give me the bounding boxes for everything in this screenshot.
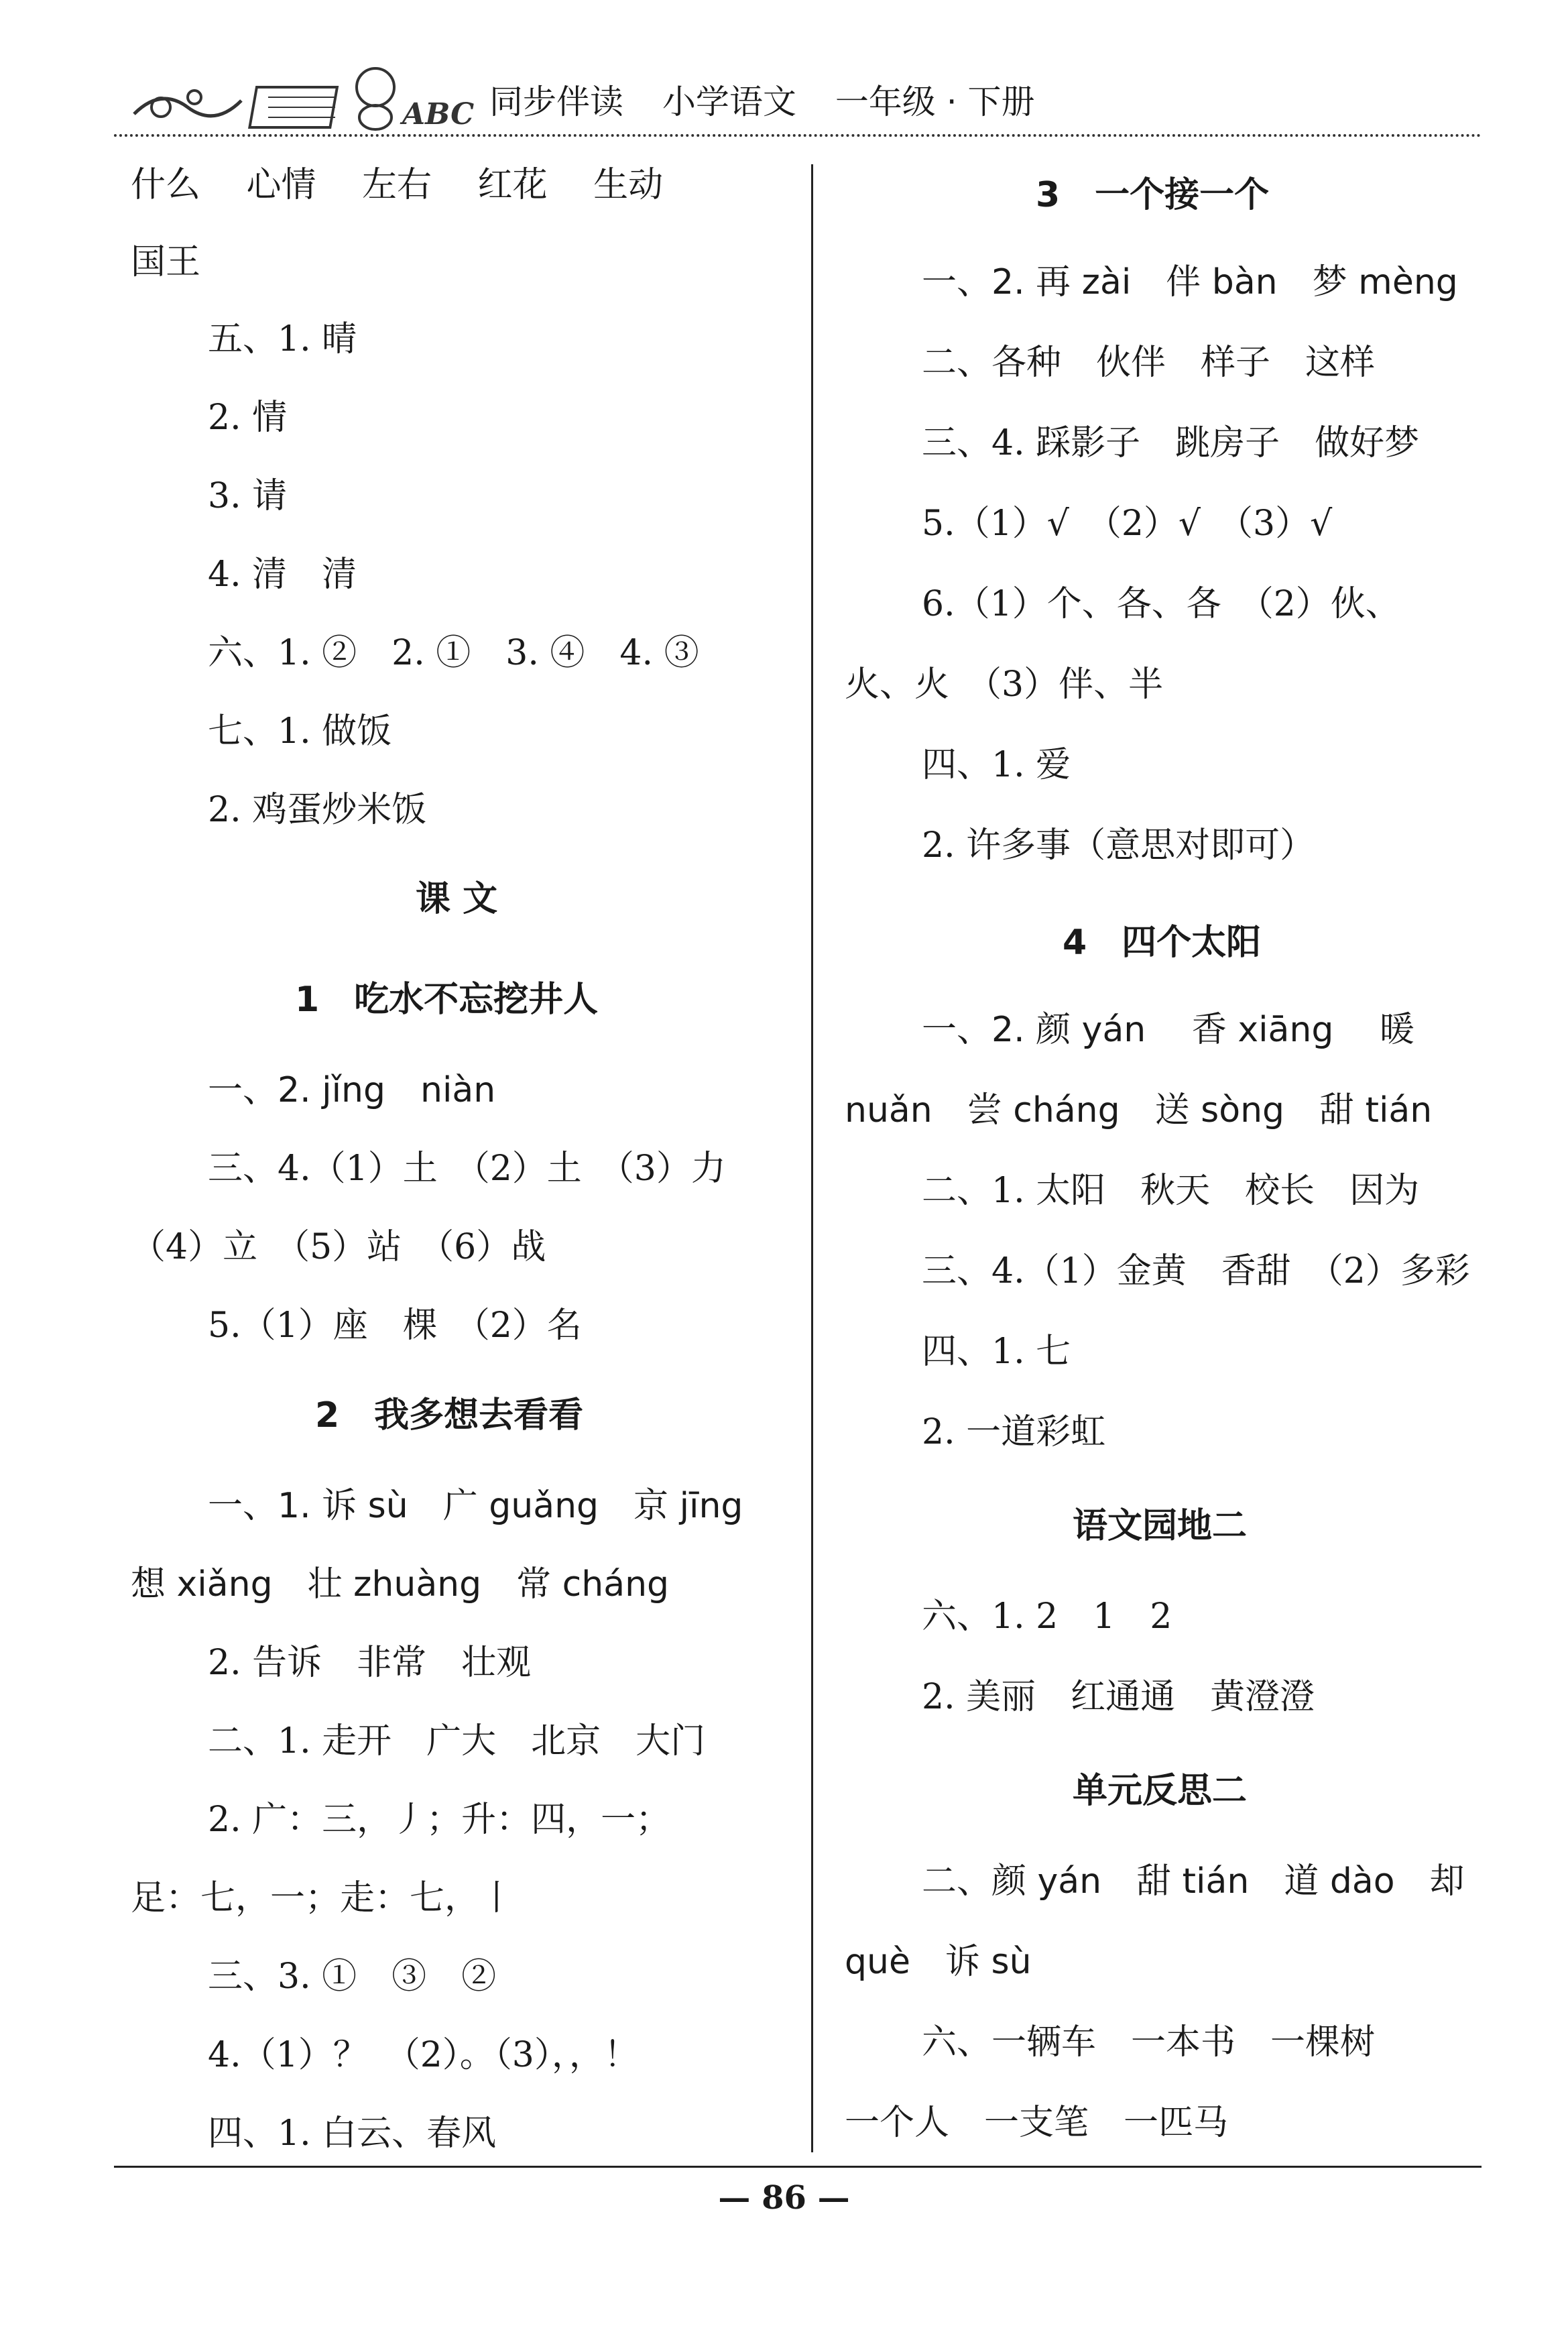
right-line: 四、1. 爱 bbox=[922, 745, 1071, 785]
left-line: 一、1. 诉 sù 广 guǎng 京 jīng bbox=[208, 1486, 743, 1526]
column-divider bbox=[811, 164, 813, 2152]
left-line: 七、1. 做饭 bbox=[208, 711, 392, 752]
header-grade: 一年级 · 下册 bbox=[835, 82, 1035, 121]
right-line: 2. 许多事（意思对即可） bbox=[922, 825, 1315, 866]
left-line: 4. 清 清 bbox=[208, 555, 357, 595]
header-series: 同步伴读 bbox=[489, 82, 623, 121]
section-heading: 课 文 bbox=[416, 879, 498, 919]
section-heading: 单元反思二 bbox=[1073, 1771, 1248, 1811]
lesson-heading: 3 一个接一个 bbox=[1036, 175, 1270, 215]
left-line: 5.（1）座 棵 （2）名 bbox=[208, 1305, 582, 1346]
lesson-heading: 2 我多想去看看 bbox=[315, 1395, 584, 1436]
right-line: 六、一辆车 一本书 一棵树 bbox=[922, 2022, 1376, 2062]
left-line: 三、4.（1）土 （2）土 （3）力 bbox=[208, 1149, 726, 1189]
left-line: 想 xiǎng 壮 zhuàng 常 cháng bbox=[131, 1564, 670, 1605]
right-line: 一、2. 颜 yán 香 xiāng 暖 bbox=[922, 1010, 1414, 1050]
left-line: 2. 告诉 非常 壮观 bbox=[208, 1643, 532, 1683]
left-line: 3. 请 bbox=[208, 476, 288, 516]
left-line: 2. 情 bbox=[208, 398, 288, 438]
right-line: 二、1. 太阳 秋天 校长 因为 bbox=[922, 1171, 1420, 1211]
left-line: （4）立 （5）站 （6）战 bbox=[131, 1227, 546, 1267]
right-line: 一、2. 再 zài 伴 bàn 梦 mèng bbox=[922, 262, 1458, 302]
right-line: 六、1. 2 1 2 bbox=[922, 1596, 1172, 1637]
right-line: 三、4.（1）金黄 香甜 （2）多彩 bbox=[922, 1251, 1470, 1291]
left-line: 2. 广：三，丿；升：四，一； bbox=[208, 1800, 671, 1840]
right-line: 三、4. 踩影子 跳房子 做好梦 bbox=[922, 423, 1420, 463]
left-line: 二、1. 走开 广大 北京 大门 bbox=[208, 1721, 706, 1761]
lesson-heading: 4 四个太阳 bbox=[1063, 923, 1262, 963]
left-line: 什么 心情 左右 红花 生动 bbox=[131, 165, 664, 205]
left-line: 2. 鸡蛋炒米饭 bbox=[208, 790, 427, 830]
lesson-heading: 1 吃水不忘挖井人 bbox=[295, 980, 599, 1020]
left-line: 足：七，一；走：七，丨 bbox=[131, 1878, 515, 1918]
left-line: 三、3. ① ③ ② bbox=[208, 1957, 497, 1997]
right-line: 一个人 一支笔 一匹马 bbox=[845, 2103, 1229, 2143]
left-line: 四、1. 白云、春风 bbox=[208, 2113, 497, 2154]
header-rule bbox=[114, 134, 1482, 137]
page-number: — 86 — bbox=[718, 2179, 850, 2217]
left-line: 4.（1）？ （2）。（3），，！ bbox=[208, 2035, 639, 2075]
left-line: 六、1. ② 2. ① 3. ④ 4. ③ bbox=[208, 633, 699, 673]
right-line: 6.（1）个、各、各 （2）伙、 bbox=[922, 584, 1400, 624]
header-title bbox=[489, 75, 1063, 123]
right-line: 2. 一道彩虹 bbox=[922, 1412, 1106, 1452]
right-line: 二、各种 伙伴 样子 这样 bbox=[922, 343, 1376, 383]
footer-rule bbox=[114, 2166, 1482, 2168]
right-line: 5.（1）√ （2）√ （3）√ bbox=[922, 504, 1333, 544]
right-line: 二、颜 yán 甜 tián 道 dào 却 bbox=[922, 1861, 1465, 1902]
section-heading: 语文园地二 bbox=[1073, 1506, 1248, 1546]
page-header bbox=[114, 60, 1482, 141]
left-line: 五、1. 晴 bbox=[208, 319, 357, 359]
right-line: 2. 美丽 红通通 黄澄澄 bbox=[922, 1677, 1315, 1717]
header-subject: 小学语文 bbox=[662, 82, 796, 121]
right-line: què 诉 sù bbox=[845, 1942, 1032, 1982]
svg-text:ABC: ABC bbox=[402, 97, 475, 131]
right-line: 四、1. 七 bbox=[922, 1332, 1071, 1372]
right-line: 火、火 （3）伴、半 bbox=[845, 664, 1164, 705]
right-line: nuǎn 尝 cháng 送 sòng 甜 tián bbox=[845, 1090, 1433, 1130]
left-line: 国王 bbox=[131, 242, 201, 282]
left-line: 一、2. jǐng niàn bbox=[208, 1070, 496, 1110]
